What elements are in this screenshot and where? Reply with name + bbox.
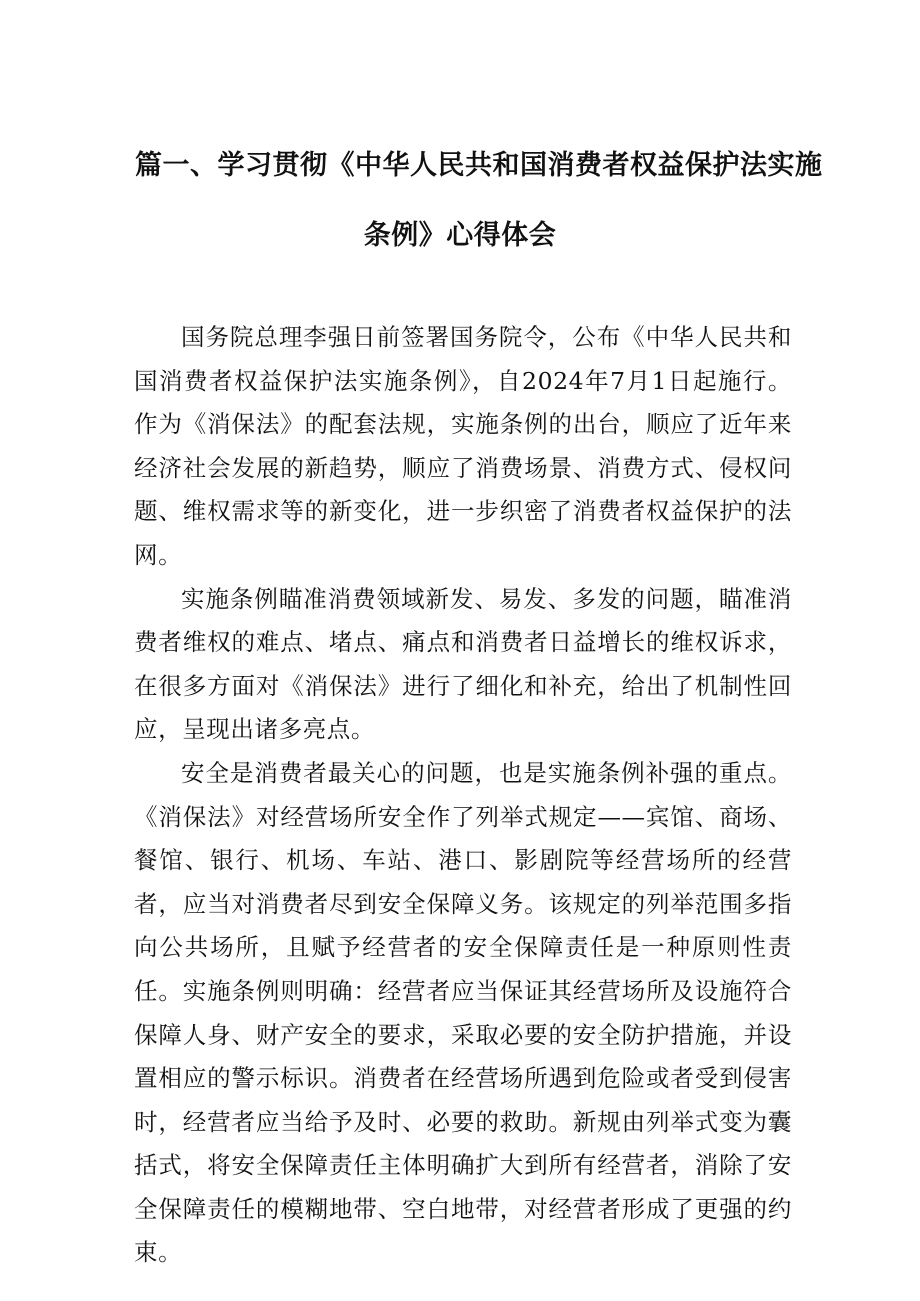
document-title-line2: 条例》心得体会 [363,220,557,251]
paragraph-3: 安全是消费者最关心的问题，也是实施条例补强的重点。《消保法》对经营场所安全作了列举式规定——宾馆、商场、餐馆、银行、机场、车站、港口、影剧院等经营场所的经营者，应当对消费者尽到安全保障义务。该规定的列举范围多指向公共场所，且赋予经营者的安全保障责任是一种原则性责任。实施条例则明确：经营者应当保证其经营场所及设施符合保障人身、财产安全的要求，采取必要的安全防护措施，并设置相应的警示标识。消费者在经营场所遇到危险或者受到侵害时，经营者应当给予及时、必要的救助。新规由列举式变为囊括式，将安全保障责任主体明确扩大到所有经营者，消除了安全保障责任的模糊地带、空白地带，对经营者形成了更强的约束。 [134,758,792,1267]
document-title-line1: 篇一、学习贯彻《中华人民共和国消费者权益保护法实施 [135,150,823,181]
paragraph-1: 国务院总理李强日前签署国务院令，公布《中华人民共和国消费者权益保护法实施条例》，自2024年7月1日起施行。作为《消保法》的配套法规，实施条例的出台，顺应了近年来经济社会发展的新趋势，顺应了消费场景、消费方式、侵权问题、维权需求等的新变化，进一步织密了消费者权益保护的法网。 [134,323,792,569]
document-body [134,316,792,1275]
paragraph-2: 实施条例瞄准消费领域新发、易发、多发的问题，瞄准消费者维权的难点、堵点、痛点和消费者日益增长的维权诉求，在很多方面对《消保法》进行了细化和补充，给出了机制性回应，呈现出诸多亮点。 [134,584,792,744]
